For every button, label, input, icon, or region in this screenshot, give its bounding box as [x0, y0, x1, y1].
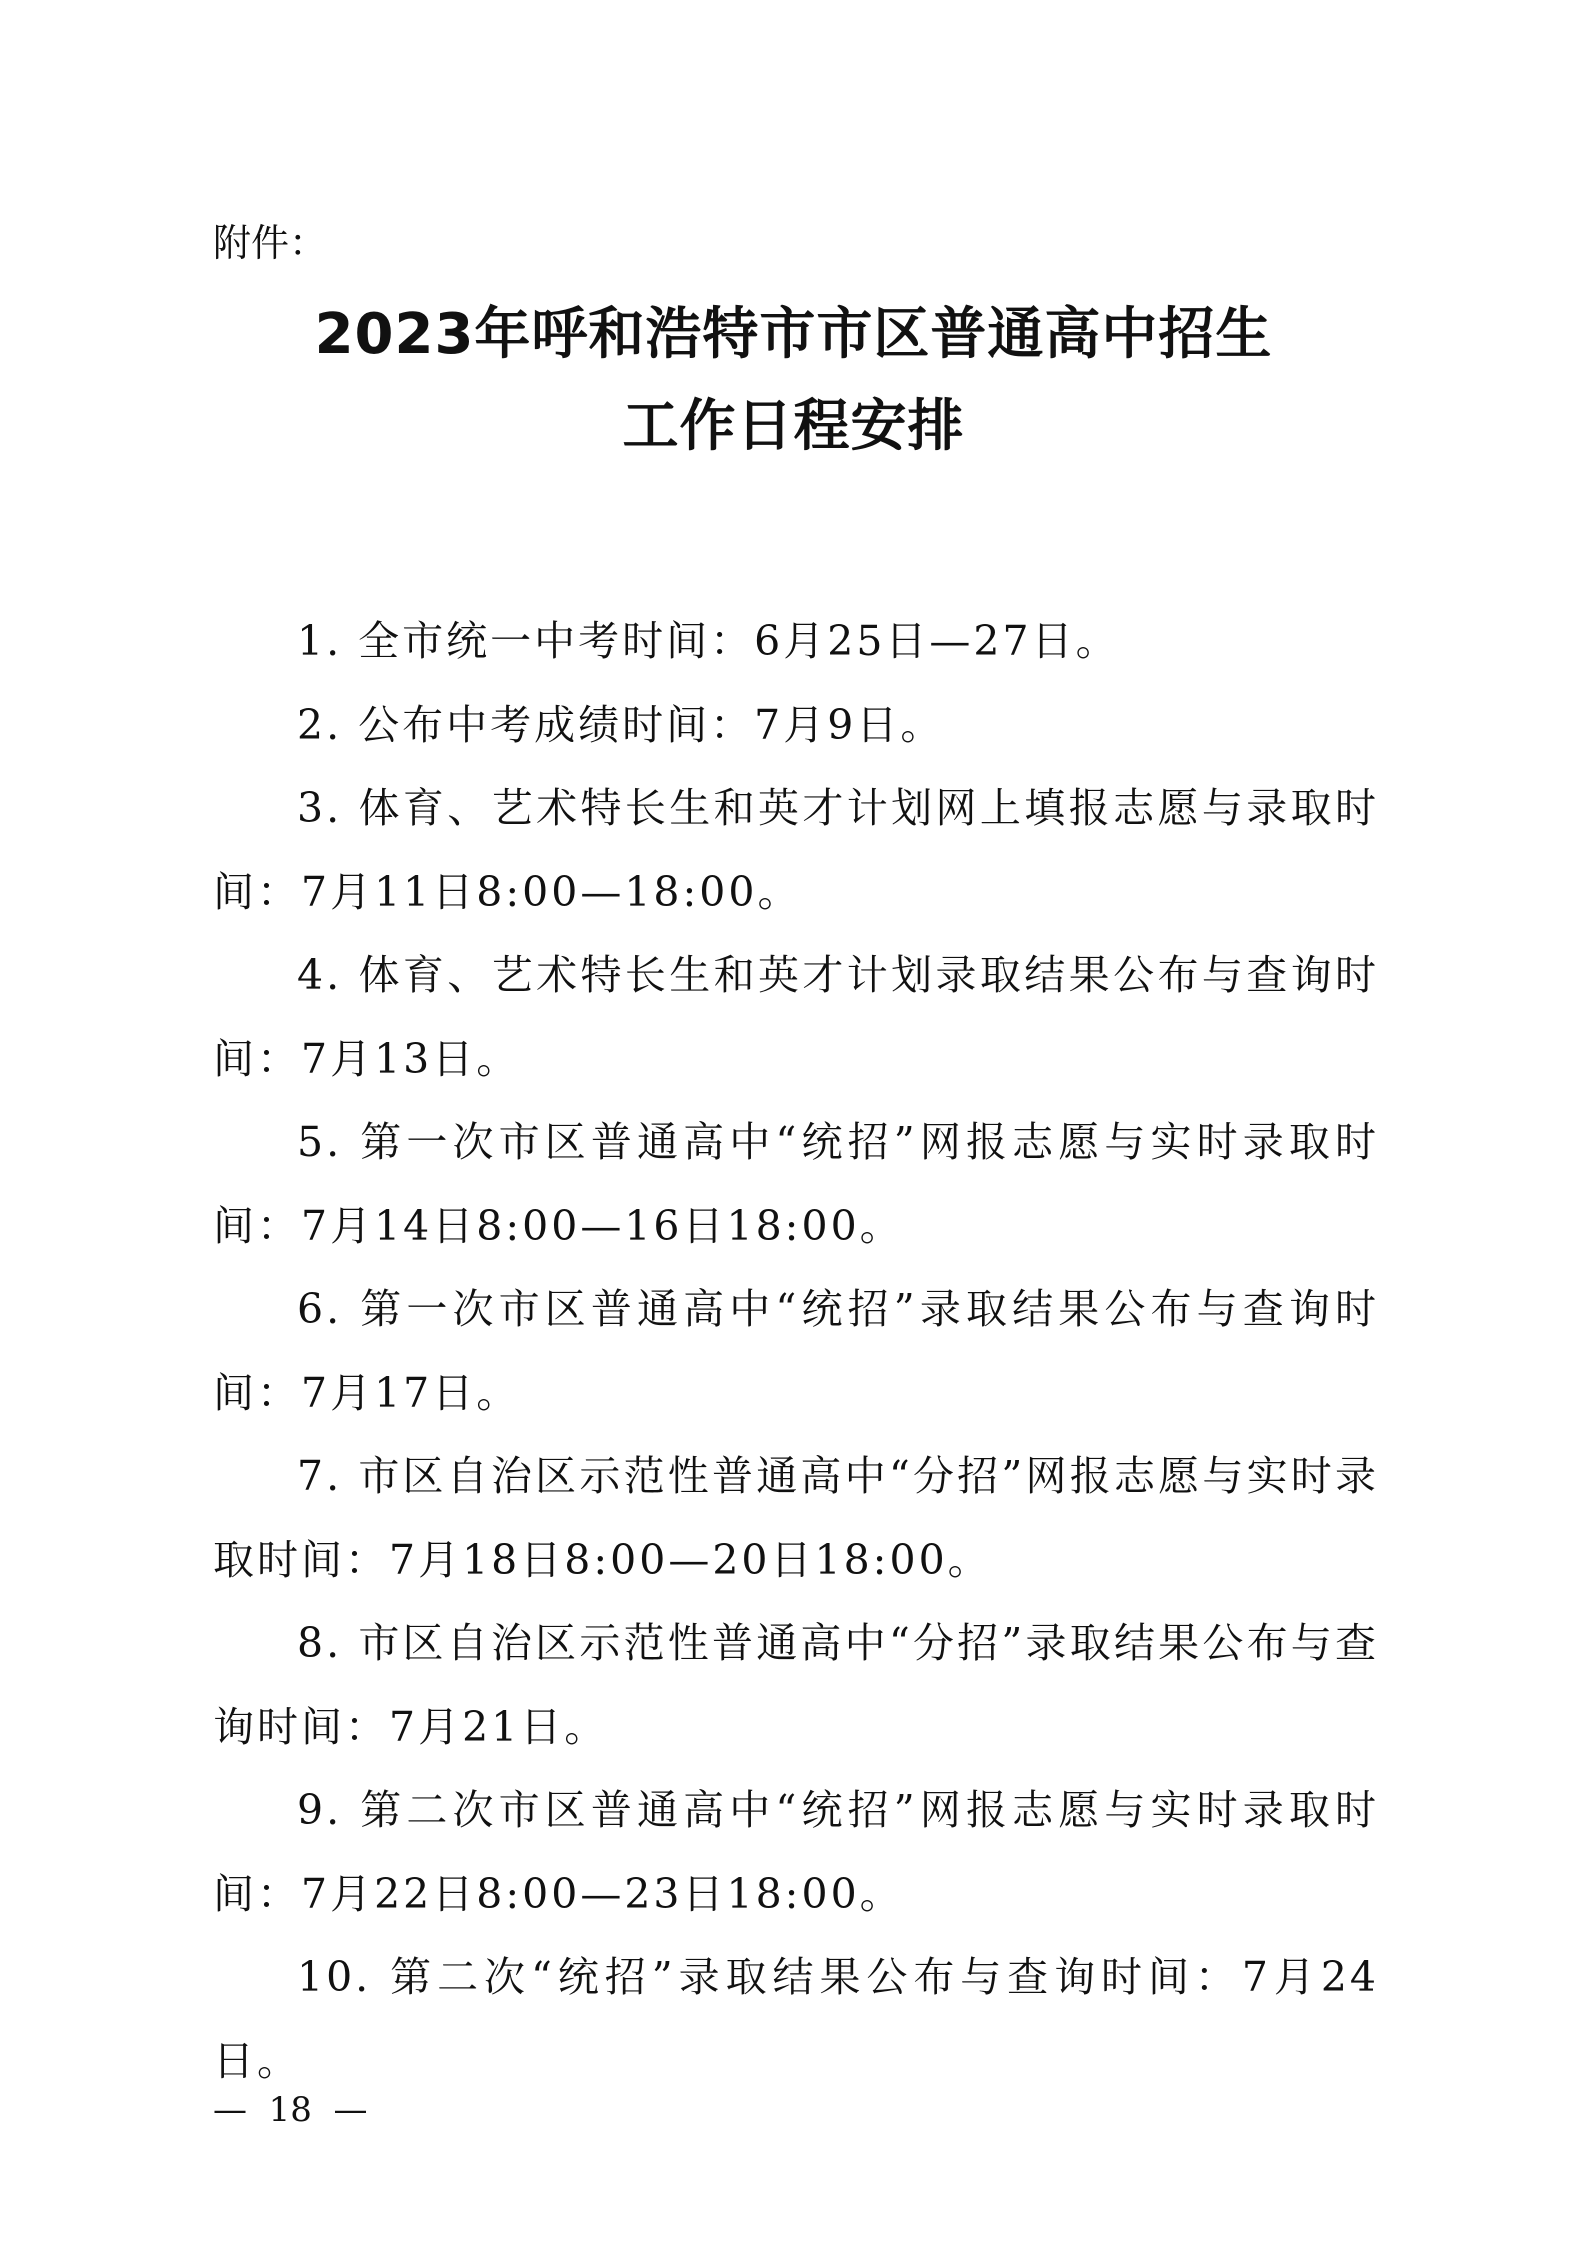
schedule-item-4: 4. 体育、艺术特长生和英才计划录取结果公布与查询时间：7月13日。 [213, 951, 1379, 1083]
document-title-line-1: 2023年呼和浩特市市区普通高中招生 [314, 302, 1273, 367]
schedule-item-1: 1. 全市统一中考时间：6月25日—27日。 [297, 617, 1120, 665]
schedule-list [213, 600, 1379, 2103]
schedule-item-5: 5. 第一次市区普通高中“统招”网报志愿与实时录取时间：7月14日8:00—16日18:00。 [213, 1118, 1379, 1250]
schedule-item-6: 6. 第一次市区普通高中“统招”录取结果公布与查询时间：7月17日。 [213, 1285, 1379, 1417]
attachment-label: 附件： [213, 221, 328, 265]
page-number: — 18 — [213, 2090, 368, 2130]
schedule-item-2: 2. 公布中考成绩时间：7月9日。 [297, 700, 945, 749]
schedule-item-9: 9. 第二次市区普通高中“统招”网报志愿与实时录取时间：7月22日8:00—23日18:00。 [213, 1786, 1379, 1918]
schedule-item-10: 10. 第二次“统招”录取结果公布与查询时间：7月24日。 [213, 1953, 1379, 2085]
schedule-item-3: 3. 体育、艺术特长生和英才计划网上填报志愿与录取时间：7月11日8:00—18:00。 [213, 784, 1379, 916]
document-title-line-2: 工作日程安排 [622, 394, 965, 459]
schedule-item-8: 8. 市区自治区示范性普通高中“分招”录取结果公布与查询时间：7月21日。 [213, 1619, 1379, 1751]
schedule-item-7: 7. 市区自治区示范性普通高中“分招”网报志愿与实时录取时间：7月18日8:00—20日18:00。 [213, 1452, 1379, 1584]
